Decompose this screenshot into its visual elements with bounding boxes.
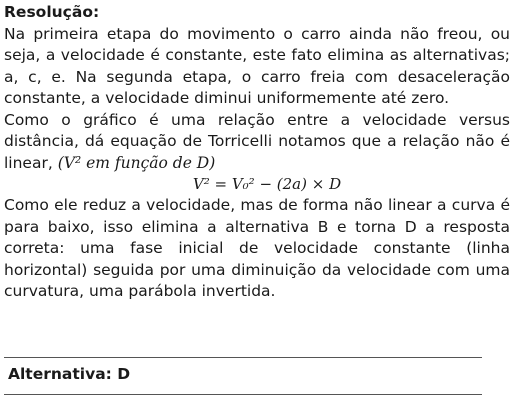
resolution-text-block [4, 2, 510, 303]
paragraph-first-stage: Na primeira etapa do movimento o carro ainda não freou, ou seja, a velocidade é constante, este fato elimina as alternativas; a, c, e. Na segunda etapa, o carro freia com desaceleração constante, a velocidade diminui uniformemente até zero. [4, 24, 510, 107]
answer-box [4, 357, 482, 395]
inline-math-v-squared-of-d: (V² em função de D) [57, 153, 216, 172]
paragraph-graph-relation [4, 110, 510, 175]
resolution-heading: Resolução: [4, 3, 100, 21]
answer-label: Alternativa: D [8, 365, 131, 383]
paragraph-conclusion: Como ele reduz a velocidade, mas de forma não linear a curva é para baixo, isso elimina a alternativa B e torna D a resposta correta: uma fase inicial de velocidade constante (linha horizontal) seguida por uma diminuição da velocidade com uma curvatura, uma parábola invertida. [4, 196, 510, 300]
paragraph-graph-relation-text: Como o gráfico é uma relação entre a velocidade versus distância, dá equação de Torricelli notamos que a relação não é linear, [4, 110, 510, 172]
torricelli-equation: V² = V₀² − (2a) × D [192, 175, 342, 193]
